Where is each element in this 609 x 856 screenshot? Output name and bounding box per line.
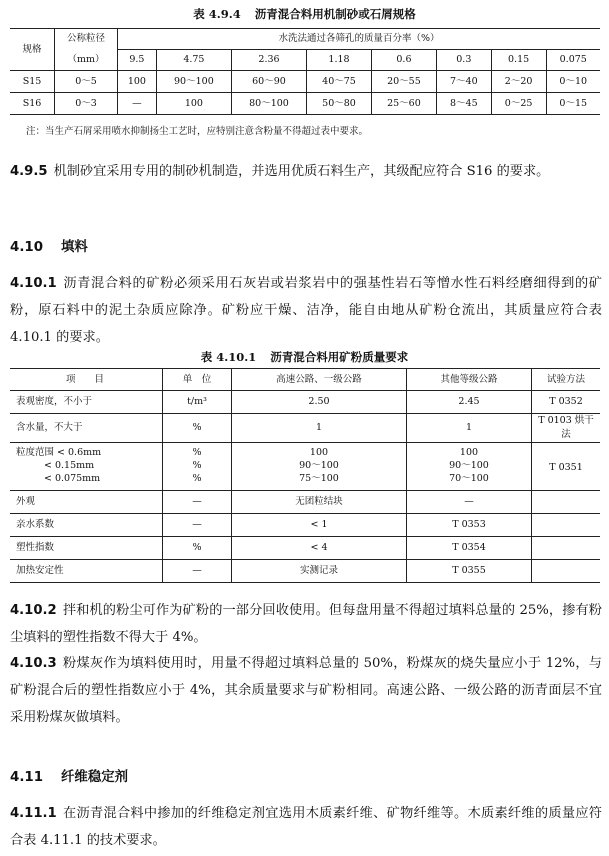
cell-method (532, 560, 601, 583)
cell-value: 0～10 (546, 71, 600, 93)
clause-text: 粉煤灰作为填料使用时，用量不得超过填料总量的 50%，粉煤灰的烧失量应小于 12%，与矿粉混合后的塑性指数应小于 4%，其余质量要求与矿粉相同。高速公路、一级公路的沥青面层不宜采用粉煤灰做填料。 (10, 656, 602, 725)
table-row (10, 414, 600, 443)
table-row (10, 443, 600, 491)
cell-unit: — (163, 560, 232, 583)
grain-highway: 90～100 (299, 460, 339, 471)
grain-unit: % (192, 447, 202, 458)
cell-value: 100 (156, 93, 231, 115)
cell-value: — (118, 93, 157, 115)
grain-other: 100 (459, 447, 479, 458)
header-item: 项 目 (10, 369, 163, 391)
cell-value: 20～55 (371, 71, 436, 93)
clause-4-9-5 (10, 158, 602, 185)
sieve-size: 9.5 (118, 50, 157, 71)
cell-item: 含水量，不大于 (10, 414, 163, 443)
table-title: 沥青混合料用矿粉质量要求 (270, 350, 409, 364)
cell-other: T 0355 (407, 560, 532, 583)
sieve-size: 0.075 (546, 50, 600, 71)
cell-highway: 无团粒结块 (232, 491, 407, 514)
table-row (10, 71, 600, 93)
cell-other: T 0353 (407, 514, 532, 537)
cell-other (407, 443, 532, 491)
table-4-10-1-caption (0, 349, 609, 365)
cell-value: 80～100 (231, 93, 306, 115)
table-row (10, 537, 600, 560)
header-spec: 规格 (10, 29, 55, 71)
cell-size: 0～5 (55, 71, 118, 93)
cell-method: T 0352 (532, 391, 601, 414)
cell-highway: 2.50 (232, 391, 407, 414)
cell-item (10, 443, 163, 491)
clause-text: 拌和机的粉尘可作为矿粉的一部分回收使用。但每盘用量不得超过填料总量的 25%，掺有粉尘填料的塑性指数不得大于 4%。 (10, 603, 602, 645)
clause-number: 4.9.5 (10, 164, 48, 179)
table-row (10, 514, 600, 537)
cell-value: 7～40 (436, 71, 491, 93)
cell-value: 25～60 (371, 93, 436, 115)
header-size-unit: （mm） (55, 50, 118, 71)
cell-item: 加热安定性 (10, 560, 163, 583)
grain-highway: 75～100 (299, 473, 339, 484)
cell-highway: < 4 (232, 537, 407, 560)
cell-unit: — (163, 514, 232, 537)
cell-item: 塑性指数 (10, 537, 163, 560)
cell-highway (232, 443, 407, 491)
header-unit: 单 位 (163, 369, 232, 391)
cell-other: T 0354 (407, 537, 532, 560)
cell-value: 100 (118, 71, 157, 93)
cell-value: 50～80 (307, 93, 372, 115)
cell-method: T 0103 烘干法 (532, 414, 601, 443)
section-heading-4-11 (10, 766, 128, 785)
cell-other: 1 (407, 414, 532, 443)
grain-other: 90～100 (449, 460, 489, 471)
cell-value: 8～45 (436, 93, 491, 115)
cell-value: 0～15 (546, 93, 600, 115)
cell-value: 40～75 (307, 71, 372, 93)
table-row (10, 93, 600, 115)
cell-other: 2.45 (407, 391, 532, 414)
header-passing: 水洗法通过各筛孔的质量百分率（%） (118, 29, 601, 50)
cell-value: 90～100 (156, 71, 231, 93)
sieve-size: 0.6 (371, 50, 436, 71)
header-other: 其他等级公路 (407, 369, 532, 391)
grain-unit: % (192, 473, 202, 484)
cell-highway: 1 (232, 414, 407, 443)
table-title: 沥青混合料用机制砂或石屑规格 (254, 7, 416, 21)
section-number: 4.11 (10, 770, 44, 785)
cell-highway: < 1 (232, 514, 407, 537)
table-row (10, 391, 600, 414)
table-4-9-4-caption (0, 6, 609, 22)
sieve-size: 4.75 (156, 50, 231, 71)
cell-spec: S16 (10, 93, 55, 115)
cell-value: 2～20 (491, 71, 546, 93)
table-4-10-1 (10, 368, 600, 583)
cell-unit: — (163, 491, 232, 514)
grain-other: 70～100 (449, 473, 489, 484)
grain-highway: 100 (309, 447, 329, 458)
table-row (10, 560, 600, 583)
cell-unit: t/m³ (163, 391, 232, 414)
sieve-size: 1.18 (307, 50, 372, 71)
clause-number: 4.10.1 (10, 276, 57, 291)
clause-number: 4.10.3 (10, 656, 57, 671)
table-note: 注：当生产石屑采用喷水抑制扬尘工艺时，应特别注意含粉量不得超过表中要求。 (26, 126, 369, 137)
cell-highway: 实测记录 (232, 560, 407, 583)
cell-value: 60～90 (231, 71, 306, 93)
cell-item: 亲水系数 (10, 514, 163, 537)
section-title: 填料 (61, 240, 88, 255)
table-number: 表 4.9.4 (193, 7, 241, 21)
grain-label: < 0.075mm (44, 473, 101, 484)
clause-4-10-1 (10, 270, 602, 351)
cell-other: — (407, 491, 532, 514)
clause-number: 4.10.2 (10, 603, 57, 618)
cell-method: T 0351 (532, 443, 601, 491)
cell-unit: % (163, 414, 232, 443)
grain-label: 粒度范围 < 0.6mm (16, 447, 102, 458)
clause-4-10-3 (10, 650, 602, 731)
clause-4-10-2 (10, 597, 602, 651)
header-size: 公称粒径 (55, 29, 118, 50)
cell-unit (163, 443, 232, 491)
cell-size: 0～3 (55, 93, 118, 115)
clause-4-11-1 (10, 800, 602, 854)
section-heading-4-10 (10, 236, 88, 255)
clause-text: 在沥青混合料中掺加的纤维稳定剂宜选用木质素纤维、矿物纤维等。木质素纤维的质量应符合表 4.11.1 的技术要求。 (10, 806, 602, 848)
cell-item: 外观 (10, 491, 163, 514)
cell-method (532, 537, 601, 560)
cell-method (532, 491, 601, 514)
grain-unit: % (192, 460, 202, 471)
cell-spec: S15 (10, 71, 55, 93)
sieve-size: 0.15 (491, 50, 546, 71)
cell-unit: % (163, 537, 232, 560)
table-number: 表 4.10.1 (200, 350, 257, 364)
cell-item: 表观密度，不小于 (10, 391, 163, 414)
clause-number: 4.11.1 (10, 806, 57, 821)
grain-label: < 0.15mm (44, 460, 95, 471)
header-method: 试验方法 (532, 369, 601, 391)
section-title: 纤维稳定剂 (61, 770, 128, 785)
sieve-size: 0.3 (436, 50, 491, 71)
table-row (10, 491, 600, 514)
clause-text: 机制砂宜采用专用的制砂机制造，并选用优质石料生产，其级配应符合 S16 的要求。 (53, 164, 550, 179)
clause-text: 沥青混合料的矿粉必须采用石灰岩或岩浆岩中的强基性岩石等憎水性石料经磨细得到的矿粉，原石料中的泥土杂质应除净。矿粉应干燥、洁净，能自由地从矿粉仓流出，其质量应符合表 4.10.1 的要求。 (10, 276, 602, 345)
cell-method (532, 514, 601, 537)
sieve-size: 2.36 (231, 50, 306, 71)
cell-value: 0～25 (491, 93, 546, 115)
section-number: 4.10 (10, 240, 44, 255)
header-highway: 高速公路、一级公路 (232, 369, 407, 391)
table-4-9-4 (10, 28, 600, 115)
